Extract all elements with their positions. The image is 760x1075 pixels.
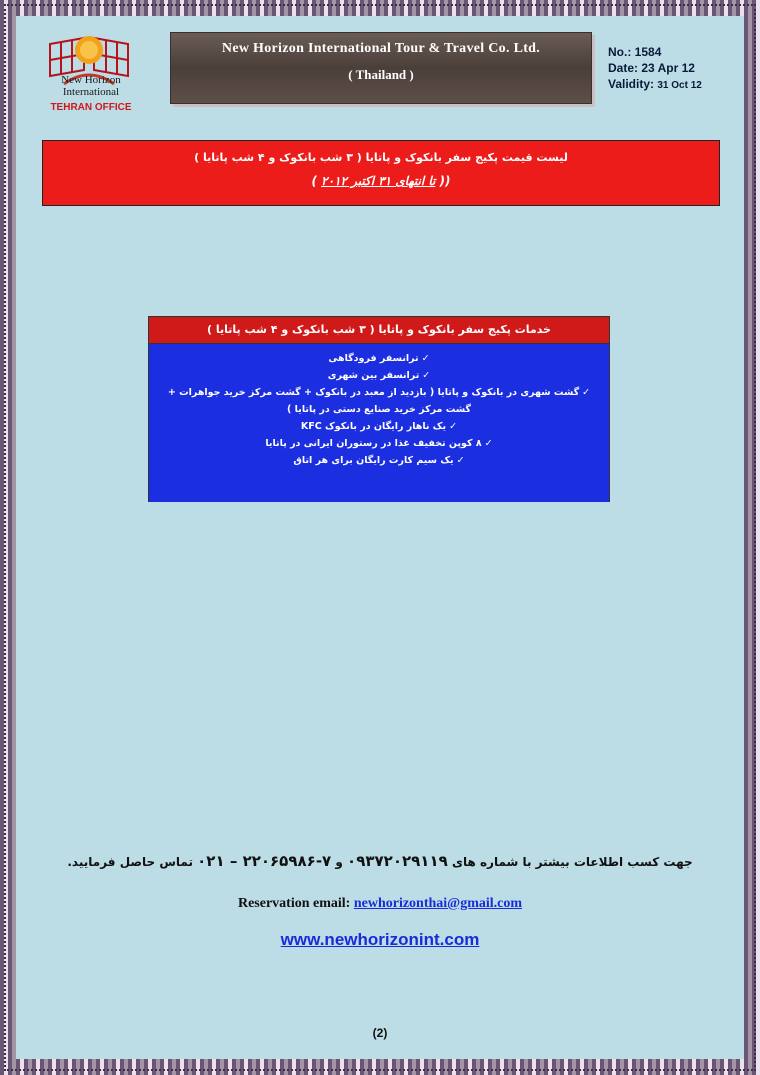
office-label: TEHRAN OFFICE xyxy=(50,102,132,113)
service-item-continued: گشت مرکز خرید صنایع دستی در پاتایا ) xyxy=(287,404,471,415)
check-icon: ✓ xyxy=(456,455,465,466)
price-list-title-box xyxy=(42,140,720,206)
validity-close-paren: ) xyxy=(311,174,317,188)
doc-number-value: 1584 xyxy=(634,45,662,59)
doc-number xyxy=(608,44,702,60)
doc-validity-value: 31 Oct 12 xyxy=(657,80,702,91)
contact-info xyxy=(60,852,700,870)
logo-name-line1: New Horizon xyxy=(61,74,121,86)
doc-number-label: No.: xyxy=(608,45,632,59)
validity-open-paren: (( xyxy=(439,174,451,188)
doc-validity xyxy=(608,76,702,94)
website-line xyxy=(60,930,700,950)
phone-landline: ۷-۲۲۰۶۵۹۸۶ – ۰۲۱ xyxy=(197,852,332,870)
service-item: ✓ترانسفر فرودگاهی xyxy=(149,350,609,367)
price-list-title: لیست قیمت پکیج سفر بانکوک و پاتایا ( ۳ شب بانکوک و ۴ شب پاتایا ) xyxy=(194,151,568,164)
email-link[interactable]: newhorizonthai@gmail.com xyxy=(353,896,523,911)
country-subtitle: ( Thailand ) xyxy=(348,67,414,82)
validity-period-text: تا انتهای ۳۱ اکتبر ۲۰۱۲ xyxy=(321,174,436,188)
reservation-email-line xyxy=(60,896,700,912)
service-item: ✓۸ کوپن تخفیف غذا در رستوران ایرانی در پاتایا xyxy=(149,435,609,452)
doc-date-label: Date: xyxy=(608,61,639,75)
check-icon: ✓ xyxy=(449,421,458,432)
service-item: ✓یک ناهار رایگان در بانکوک KFC xyxy=(149,418,609,435)
service-item: ✓ترانسفر بین شهری xyxy=(149,367,609,384)
company-name: New Horizon International Tour & Travel Co. Ltd. xyxy=(221,41,541,56)
services-heading: خدمات پکیج سفر بانکوک و پاتایا ( ۳ شب بانکوک و ۴ شب پاتایا ) xyxy=(149,317,609,344)
phone-mobile: ۰۹۳۷۲۰۲۹۱۱۹ xyxy=(347,852,448,870)
email-label: Reservation email: xyxy=(237,896,351,911)
header-banner xyxy=(170,32,592,104)
check-icon: ✓ xyxy=(422,370,431,381)
page-number: (2) xyxy=(372,1026,388,1040)
check-icon: ✓ xyxy=(484,438,493,449)
contact-and: و xyxy=(335,855,343,869)
services-list xyxy=(149,344,609,502)
document-meta xyxy=(608,44,702,94)
contact-text-start: جهت کسب اطلاعات بیشتر با شماره های xyxy=(451,855,693,869)
check-icon: ✓ xyxy=(421,353,430,364)
service-item: ✓یک سیم کارت رایگان برای هر اتاق xyxy=(149,452,609,469)
doc-date xyxy=(608,60,702,76)
validity-period xyxy=(43,174,719,188)
check-icon: ✓ xyxy=(582,387,591,398)
contact-text-end: تماس حاصل فرمایید. xyxy=(67,855,193,869)
doc-validity-label: Validity: xyxy=(608,77,655,91)
services-box xyxy=(148,316,610,502)
logo-name-line2: International xyxy=(62,86,120,98)
service-item: ✓گشت شهری در بانکوک و پاتایا ( بازدید از معبد در بانکوک + گشت مرکز خرید جواهرات + xyxy=(149,384,609,401)
doc-date-value: 23 Apr 12 xyxy=(641,61,695,75)
website-link[interactable]: www.newhorizonint.com xyxy=(280,930,480,949)
